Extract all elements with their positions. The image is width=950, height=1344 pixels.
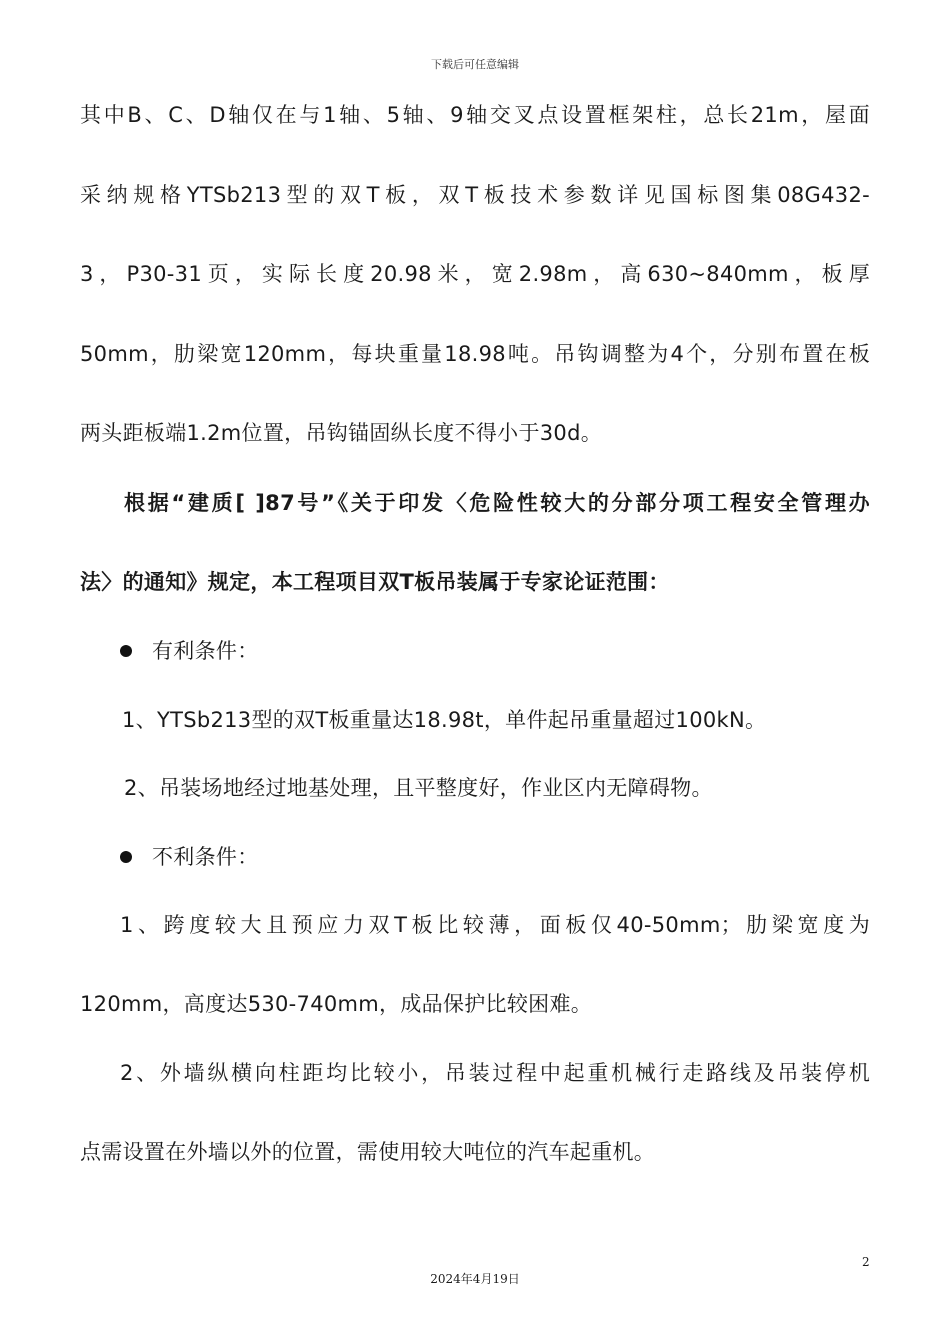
bullet-icon [120, 645, 132, 657]
paragraph-line: 3，P30-31页，实际长度20.98米，宽2.98m，高630~840mm，板厚 [80, 262, 870, 286]
favorable-heading: 有利条件： [152, 639, 259, 663]
unfavorable-heading: 不利条件： [152, 845, 259, 869]
paragraph-line: 两头距板端1.2m位置，吊钩锚固纵长度不得小于30d。 [80, 421, 603, 445]
list-item-continuation: 120mm，高度达530-740mm，成品保护比较困难。 [80, 992, 593, 1016]
list-item: 2、外墙纵横向柱距均比较小，吊装过程中起重机械行走路线及吊装停机 [120, 1061, 870, 1085]
list-item-continuation: 点需设置在外墙以外的位置，需使用较大吨位的汽车起重机。 [80, 1140, 656, 1164]
paragraph-line: 采纳规格YTSb213型的双T板，双T板技术参数详见国标图集08G432- [80, 183, 870, 207]
paragraph-line: 其中B、C、D轴仅在与1轴、5轴、9轴交叉点设置框架柱，总长21m，屋面 [80, 103, 870, 127]
paragraph-line: 50mm，肋梁宽120mm，每块重量18.98吨。吊钩调整为4个，分别布置在板 [80, 342, 870, 366]
page-number: 2 [862, 1255, 870, 1269]
paragraph-line: 法〉的通知》规定，本工程项目双T板吊装属于专家论证范围： [80, 570, 670, 594]
page-header: 下载后可任意编辑 [431, 58, 519, 71]
footer-date: 2024年4月19日 [430, 1272, 520, 1286]
list-item: 2、吊装场地经过地基处理，且平整度好，作业区内无障碍物。 [124, 776, 713, 800]
paragraph-line: 根据“建质[ ]87号”《关于印发〈危险性较大的分部分项工程安全管理办 [124, 491, 870, 515]
list-item: 1、YTSb213型的双T板重量达18.98t，单件起吊重量超过100kN。 [122, 708, 767, 732]
list-item: 1、跨度较大且预应力双T板比较薄，面板仅40-50mm；肋梁宽度为 [120, 913, 870, 937]
bullet-icon [120, 851, 132, 863]
